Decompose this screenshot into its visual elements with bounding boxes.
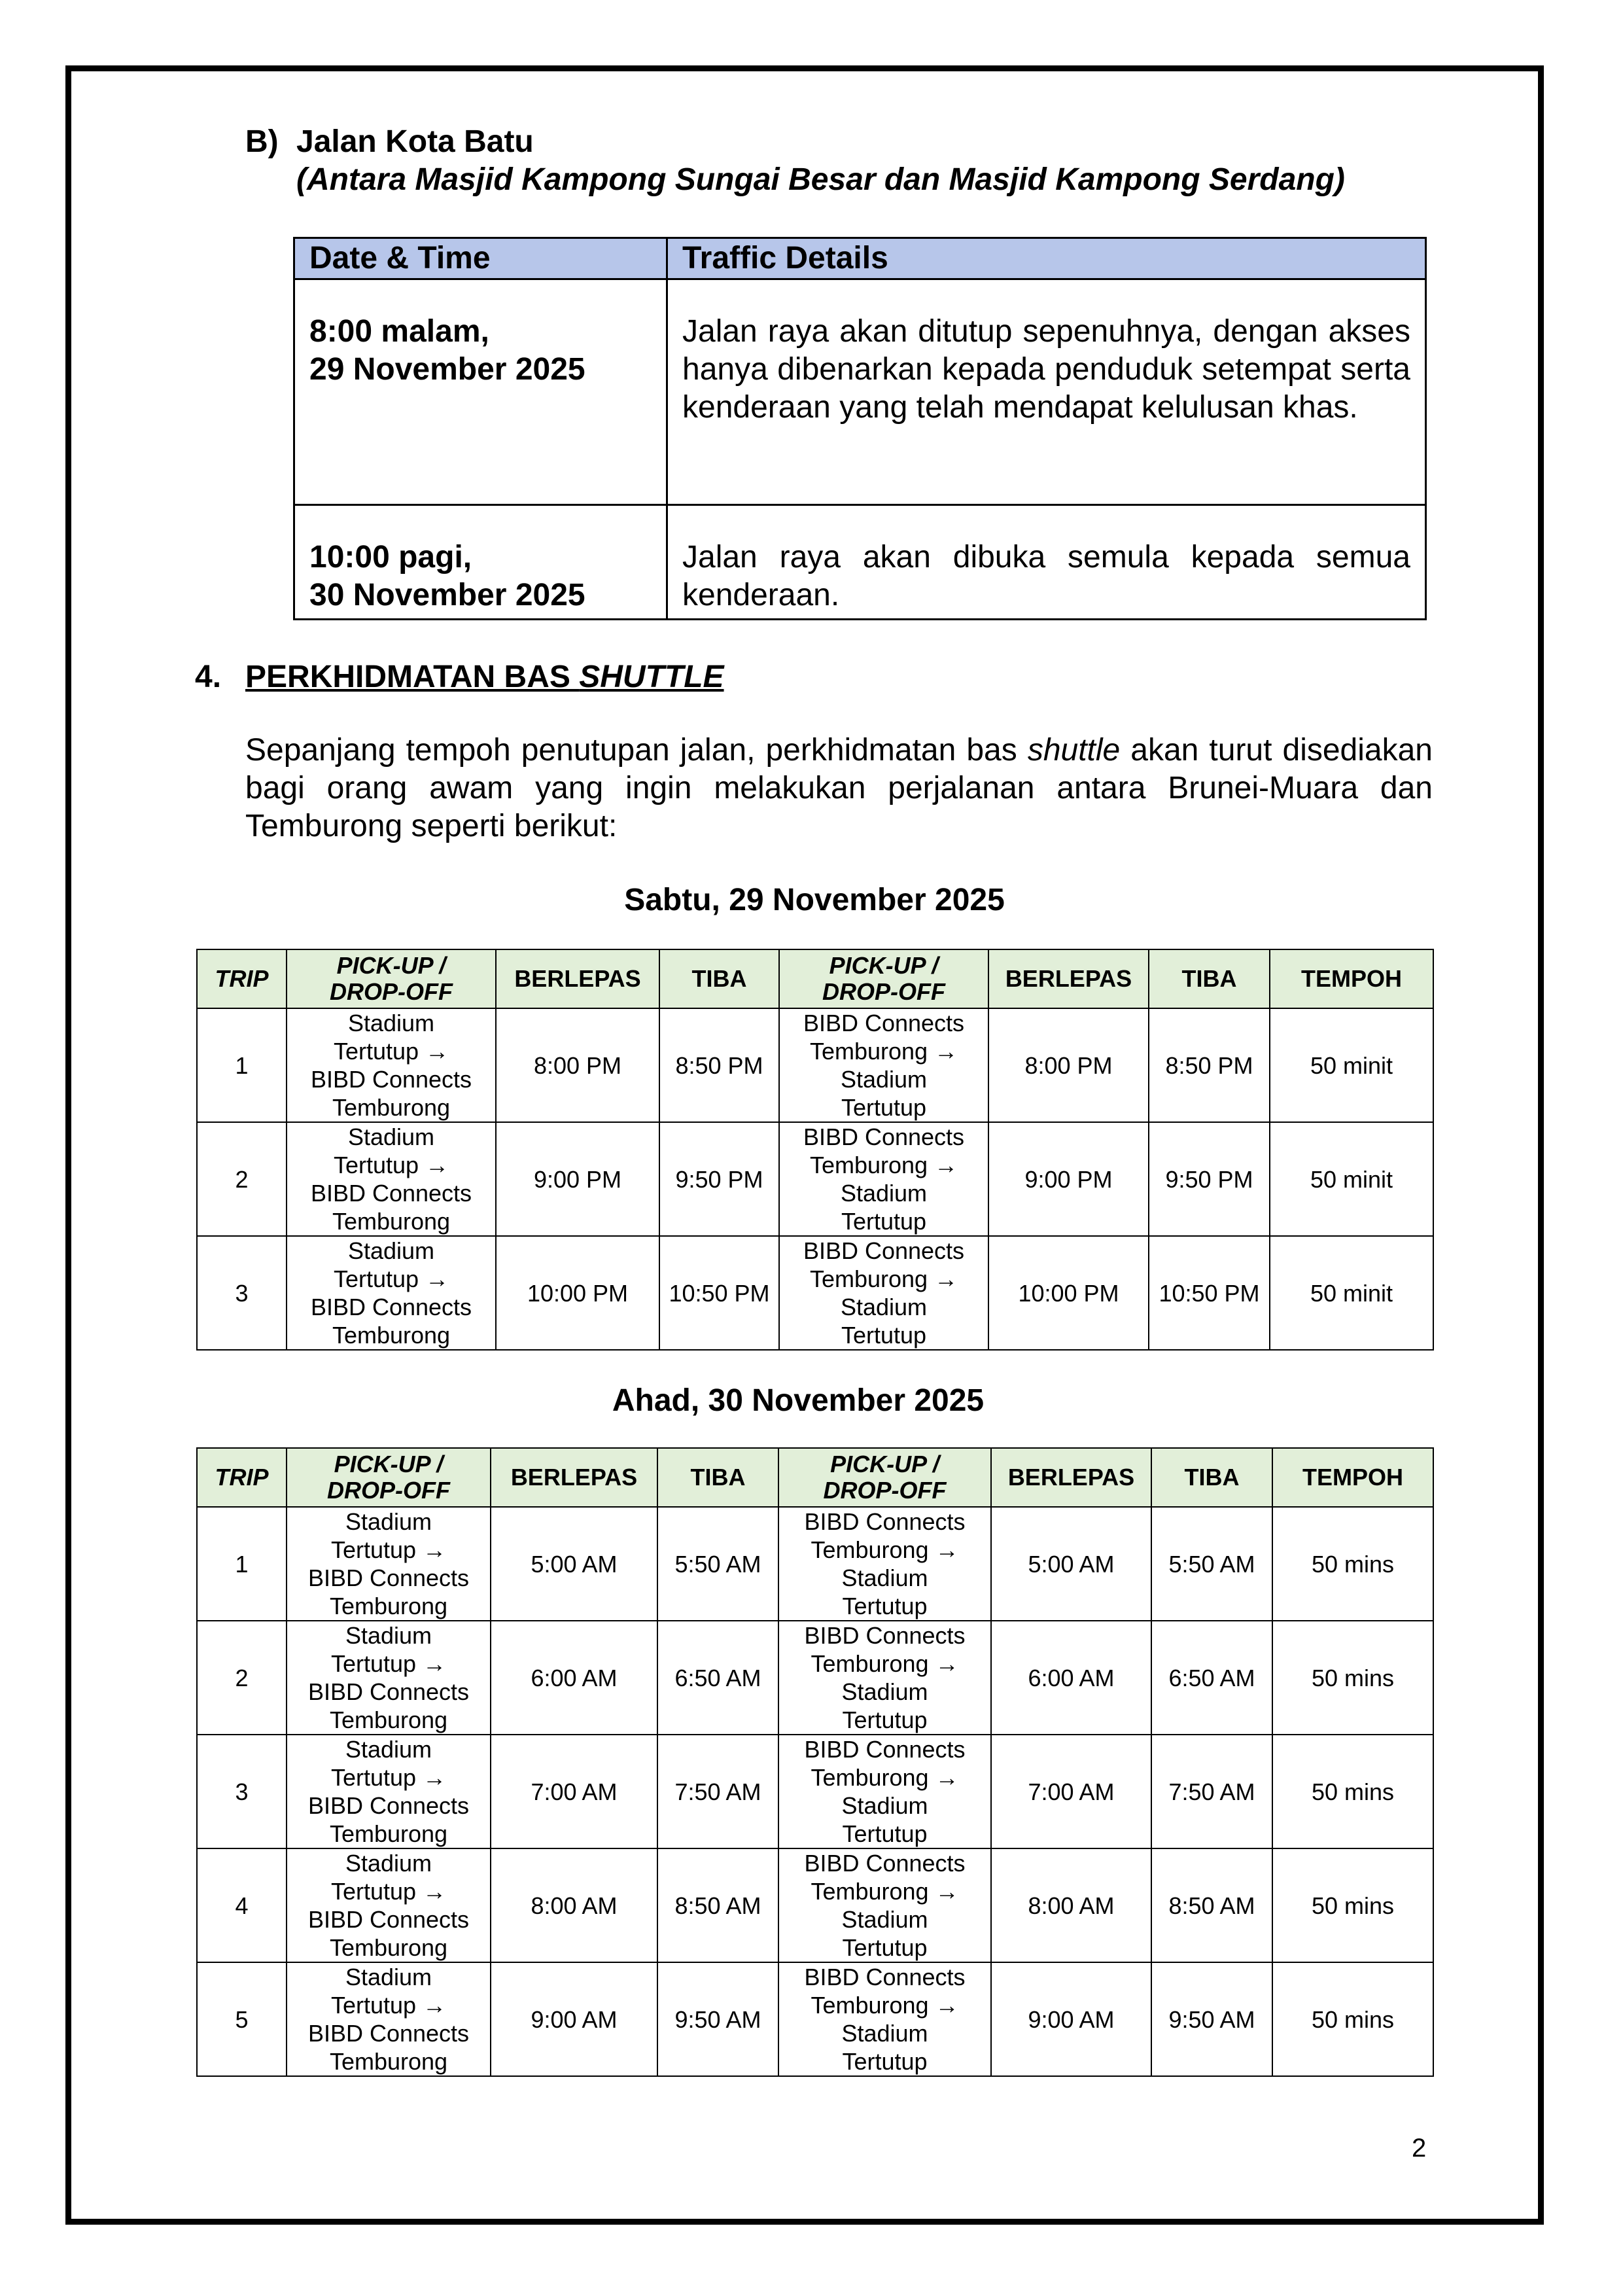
route-line: Tertutup → [330, 1764, 447, 1791]
traffic-row [294, 279, 1426, 505]
route-line: BIBD Connects [804, 1850, 966, 1877]
header-trip: TRIP [197, 949, 287, 1008]
route-outbound-cell [287, 1236, 496, 1350]
route-line: BIBD Connects [804, 1622, 966, 1649]
sunday-title: Ahad, 30 November 2025 [612, 1383, 985, 1418]
arrive-cell: 6:50 AM [1151, 1621, 1272, 1735]
route-line: Stadium [841, 2020, 928, 2047]
route-line: Tertutup → [333, 1152, 449, 1178]
depart-cell: 6:00 AM [991, 1621, 1151, 1735]
depart-cell: 5:00 AM [991, 1507, 1151, 1621]
header-pickup: PICK-UP / DROP-OFF [778, 1448, 991, 1507]
route-line: Temburong → [811, 1764, 959, 1791]
arrive-cell: 7:50 AM [657, 1735, 778, 1848]
traffic-date-cell [294, 505, 667, 620]
header-traffic-details: Traffic Details [667, 238, 1426, 279]
route-line: BIBD Connects [803, 1237, 965, 1264]
route-line: Tertutup [841, 1094, 927, 1121]
section-4-number: 4. [195, 660, 222, 694]
arrive-cell: 8:50 PM [659, 1008, 779, 1122]
route-outbound-cell [287, 1008, 496, 1122]
route-outbound-cell [287, 1507, 491, 1621]
schedule-row [197, 1236, 1433, 1350]
route-line: Tertutup [842, 2048, 928, 2075]
schedule-row [197, 1848, 1433, 1962]
traffic-details-table [293, 237, 1427, 620]
depart-cell: 9:00 PM [496, 1122, 659, 1236]
duration-cell: 50 mins [1272, 1962, 1433, 2076]
saturday-title: Sabtu, 29 November 2025 [624, 883, 1005, 917]
trip-cell: 2 [197, 1122, 287, 1236]
para-text: akan turut disediakan bagi orang awam yang ingin melakukan perjalanan antara Brunei-Muara dan Temburong seperti berikut: [245, 733, 1433, 843]
depart-cell: 10:00 PM [496, 1236, 659, 1350]
depart-cell: 8:00 PM [496, 1008, 659, 1122]
header-trip: TRIP [197, 1448, 287, 1507]
route-line: BIBD Connects [803, 1010, 965, 1036]
sunday-schedule-table [196, 1447, 1434, 2077]
trip-cell: 4 [197, 1848, 287, 1962]
duration-cell: 50 mins [1272, 1735, 1433, 1848]
depart-cell: 6:00 AM [491, 1621, 657, 1735]
depart-cell: 8:00 PM [988, 1008, 1149, 1122]
depart-cell: 8:00 AM [991, 1848, 1151, 1962]
route-line: Stadium [840, 1066, 928, 1093]
para-italic: shuttle [1027, 733, 1121, 768]
header-date-time: Date & Time [294, 238, 667, 279]
arrive-cell: 8:50 AM [657, 1848, 778, 1962]
route-line: Temburong [329, 2048, 448, 2075]
route-line: Stadium [345, 1508, 432, 1535]
arrive-cell: 8:50 AM [1151, 1848, 1272, 1962]
route-line: Temburong → [811, 1878, 959, 1905]
route-outbound-cell [287, 1122, 496, 1236]
route-line: BIBD Connects [307, 1906, 470, 1933]
depart-cell: 9:00 AM [491, 1962, 657, 2076]
route-line: Tertutup → [330, 1536, 447, 1563]
duration-cell: 50 minit [1270, 1008, 1433, 1122]
route-inbound-cell [779, 1008, 988, 1122]
section-4-paragraph [245, 732, 1433, 845]
route-line: Stadium [347, 1010, 435, 1036]
trip-cell: 1 [197, 1008, 287, 1122]
arrive-cell: 9:50 AM [1151, 1962, 1272, 2076]
route-line: Tertutup → [333, 1038, 449, 1065]
traffic-detail-cell: Jalan raya akan dibuka semula kepada semua kenderaan. [667, 505, 1426, 620]
header-arrive: TIBA [1149, 949, 1270, 1008]
duration-cell: 50 minit [1270, 1122, 1433, 1236]
route-line: BIBD Connects [307, 1678, 470, 1705]
header-arrive: TIBA [1151, 1448, 1272, 1507]
trip-cell: 1 [197, 1507, 287, 1621]
schedule-row [197, 1507, 1433, 1621]
depart-cell: 10:00 PM [988, 1236, 1149, 1350]
section-4-heading [195, 658, 724, 697]
route-line: BIBD Connects [307, 2020, 470, 2047]
depart-cell: 7:00 AM [991, 1735, 1151, 1848]
route-outbound-cell [287, 1735, 491, 1848]
route-line: Tertutup [841, 1322, 927, 1349]
route-line: Stadium [841, 1792, 928, 1819]
route-line: Tertutup [842, 1820, 928, 1847]
route-line: Stadium [841, 1564, 928, 1591]
date-line: 30 November 2025 [309, 578, 585, 612]
arrive-cell: 5:50 AM [657, 1507, 778, 1621]
route-line: Stadium [841, 1906, 928, 1933]
route-line: Tertutup → [333, 1265, 449, 1292]
date-line: 8:00 malam, [309, 314, 489, 349]
route-line: Stadium [841, 1678, 928, 1705]
route-inbound-cell [778, 1735, 991, 1848]
route-outbound-cell [287, 1962, 491, 2076]
route-inbound-cell [778, 1848, 991, 1962]
schedule-row [197, 1962, 1433, 2076]
arrive-cell: 6:50 AM [657, 1621, 778, 1735]
route-line: Temburong → [809, 1038, 958, 1065]
section-b-heading [245, 123, 1345, 199]
route-line: Tertutup [842, 1706, 928, 1733]
route-line: Tertutup [842, 1593, 928, 1619]
route-line: Temburong → [809, 1152, 958, 1178]
arrive-cell: 10:50 PM [1149, 1236, 1270, 1350]
section-b-subtitle: (Antara Masjid Kampong Sungai Besar dan Masjid Kampong Serdang) [296, 162, 1345, 197]
route-line: Temburong → [811, 1992, 959, 2019]
route-line: Temburong [329, 1934, 448, 1961]
route-line: Tertutup [842, 1934, 928, 1961]
route-inbound-cell [778, 1507, 991, 1621]
route-line: Stadium [347, 1123, 435, 1150]
arrive-cell: 9:50 PM [1149, 1122, 1270, 1236]
date-line: 29 November 2025 [309, 352, 585, 387]
section-4-title [245, 660, 724, 694]
route-line: Temburong [329, 1706, 448, 1733]
route-line: BIBD Connects [804, 1736, 966, 1763]
route-line: Temburong → [811, 1536, 959, 1563]
header-depart: BERLEPAS [496, 949, 659, 1008]
depart-cell: 8:00 AM [491, 1848, 657, 1962]
route-line: BIBD Connects [803, 1123, 965, 1150]
duration-cell: 50 mins [1272, 1507, 1433, 1621]
header-depart: BERLEPAS [491, 1448, 657, 1507]
route-inbound-cell [778, 1621, 991, 1735]
route-line: Stadium [345, 1964, 432, 1990]
route-line: Stadium [840, 1294, 928, 1320]
route-inbound-cell [779, 1236, 988, 1350]
saturday-schedule-table [196, 949, 1434, 1351]
schedule-row [197, 1008, 1433, 1122]
duration-cell: 50 mins [1272, 1621, 1433, 1735]
section-b-letter: B) [245, 124, 279, 159]
schedule-row [197, 1735, 1433, 1848]
route-line: Temburong [332, 1208, 451, 1235]
route-line: Tertutup → [330, 1878, 447, 1905]
route-line: Temburong [329, 1820, 448, 1847]
title-italic: SHUTTLE [579, 660, 724, 694]
route-line: BIBD Connects [307, 1792, 470, 1819]
header-depart: BERLEPAS [991, 1448, 1151, 1507]
route-outbound-cell [287, 1621, 491, 1735]
arrive-cell: 10:50 PM [659, 1236, 779, 1350]
date-line: 10:00 pagi, [309, 540, 472, 574]
header-pickup: PICK-UP / DROP-OFF [287, 949, 496, 1008]
arrive-cell: 9:50 AM [657, 1962, 778, 2076]
title-main: PERKHIDMATAN BAS [245, 660, 580, 694]
route-line: BIBD Connects [804, 1508, 966, 1535]
header-pickup: PICK-UP / DROP-OFF [779, 949, 988, 1008]
header-arrive: TIBA [657, 1448, 778, 1507]
header-duration: TEMPOH [1270, 949, 1433, 1008]
depart-cell: 9:00 AM [991, 1962, 1151, 2076]
arrive-cell: 5:50 AM [1151, 1507, 1272, 1621]
traffic-detail-cell: Jalan raya akan ditutup sepenuhnya, dengan akses hanya dibenarkan kepada penduduk setempat serta kenderaan yang telah mendapat kelulusan khas. [667, 279, 1426, 505]
route-line: BIBD Connects [804, 1964, 966, 1990]
route-inbound-cell [778, 1962, 991, 2076]
route-line: Stadium [840, 1180, 928, 1207]
depart-cell: 5:00 AM [491, 1507, 657, 1621]
header-depart: BERLEPAS [988, 949, 1149, 1008]
para-text: Sepanjang tempoh penutupan jalan, perkhidmatan bas [245, 733, 1028, 768]
trip-cell: 3 [197, 1735, 287, 1848]
page-number: 2 [1412, 2134, 1427, 2163]
route-line: BIBD Connects [310, 1066, 472, 1093]
route-line: Temburong [332, 1094, 451, 1121]
depart-cell: 7:00 AM [491, 1735, 657, 1848]
route-line: Temburong → [809, 1265, 958, 1292]
route-line: Stadium [345, 1736, 432, 1763]
route-inbound-cell [779, 1122, 988, 1236]
duration-cell: 50 mins [1272, 1848, 1433, 1962]
route-line: Tertutup → [330, 1992, 447, 2019]
route-line: Stadium [347, 1237, 435, 1264]
route-line: Stadium [345, 1850, 432, 1877]
schedule-row [197, 1122, 1433, 1236]
header-duration: TEMPOH [1272, 1448, 1433, 1507]
schedule-row [197, 1621, 1433, 1735]
trip-cell: 3 [197, 1236, 287, 1350]
trip-cell: 5 [197, 1962, 287, 2076]
route-line: Temburong → [811, 1650, 959, 1677]
route-outbound-cell [287, 1848, 491, 1962]
route-line: Temburong [332, 1322, 451, 1349]
traffic-date-cell [294, 279, 667, 505]
route-line: BIBD Connects [310, 1180, 472, 1207]
depart-cell: 9:00 PM [988, 1122, 1149, 1236]
route-line: BIBD Connects [310, 1294, 472, 1320]
header-pickup: PICK-UP / DROP-OFF [287, 1448, 491, 1507]
header-arrive: TIBA [659, 949, 779, 1008]
route-line: Temburong [329, 1593, 448, 1619]
trip-cell: 2 [197, 1621, 287, 1735]
duration-cell: 50 minit [1270, 1236, 1433, 1350]
route-line: Tertutup → [330, 1650, 447, 1677]
arrive-cell: 7:50 AM [1151, 1735, 1272, 1848]
arrive-cell: 9:50 PM [659, 1122, 779, 1236]
route-line: BIBD Connects [307, 1564, 470, 1591]
arrive-cell: 8:50 PM [1149, 1008, 1270, 1122]
section-b-title: Jalan Kota Batu [296, 124, 534, 159]
traffic-row [294, 505, 1426, 620]
route-line: Stadium [345, 1622, 432, 1649]
route-line: Tertutup [841, 1208, 927, 1235]
